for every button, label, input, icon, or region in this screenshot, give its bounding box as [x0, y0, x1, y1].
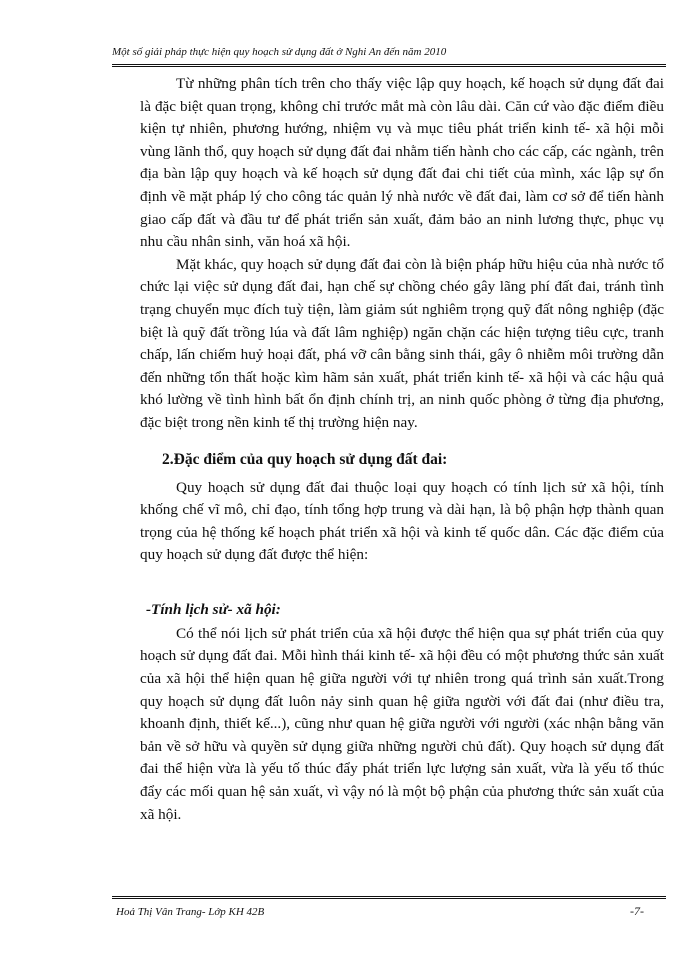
- paragraph-2: Mặt khác, quy hoạch sử dụng đất đai còn là biện pháp hữu hiệu của nhà nước tổ chức lại việc sử dụng đất đai, hạn chế sự chồng chéo gây lãng phí đất đai, tránh tình trạng chuyển mục đích tuỳ tiện, làm giảm sút nghiêm trọng quỹ đất nông nghiệp (đặc biệt là quỹ đất trồng lúa và đất lâm nghiệp) ngăn chặn các hiện tượng tiêu cực, tranh chấp, lấn chiếm huỷ hoại đất, phá vỡ cân bằng sinh thái, gây ô nhiễm môi trường dẫn đến những tổn thất hoặc kìm hãm sản xuất, phát triển kinh tế- xã hội và các hậu quả khó lường về tình hình bất ổn định chính trị, an ninh quốc phòng ở từng địa phương, đặc biệt trong nền kinh tế thị trường hiện nay.: [140, 255, 664, 431]
- header-title: Một số giải pháp thực hiện quy hoạch sử dụng đất ở Nghi An đến năm 2010: [112, 46, 447, 58]
- page-footer: [112, 896, 666, 921]
- page-header: [112, 44, 666, 67]
- section-heading: 2.Đặc điểm của quy hoạch sử dụng đất đai:: [162, 450, 448, 468]
- footer-author: Hoả Thị Vân Trang- Lớp KH 42B: [116, 906, 265, 918]
- section-intro: Quy hoạch sử dụng đất đai thuộc loại quy hoạch có tính lịch sử xã hội, tính khống chế vĩ mô, chỉ đạo, tính tổng hợp trung và dài hạn, là bộ phận hợp thành quan trọng của hệ thống kế hoạch phát triển xã hội và kinh tế quốc dân. Các đặc điểm của quy hoạch sử dụng đất được thể hiện:: [140, 478, 664, 564]
- paragraph-1: Từ những phân tích trên cho thấy việc lập quy hoạch, kế hoạch sử dụng đất đai là đặc biệt quan trọng, không chỉ trước mắt mà còn lâu dài. Căn cứ vào đặc điểm điều kiện tự nhiên, phương hướng, nhiệm vụ và mục tiêu phát triển kinh tế- xã hội mỗi vùng lãnh thổ, quy hoạch sử dụng đất đai nhằm tiến hành cho các cấp, các ngành, trên địa bàn lập quy hoạch và kế hoạch sử dụng đất đai chi tiết của mình, xác lập sự ổn định về mặt pháp lý cho công tác quản lý nhà nước về đất đai, làm cơ sở để tiến hành giao cấp đất và đầu tư để phát triển sản xuất, đảm bảo an ninh lương thực, phục vụ nhu cầu nhân sinh, văn hoá xã hội.: [140, 75, 664, 251]
- page-number: -7-: [630, 904, 644, 918]
- subsection-heading: -Tính lịch sử- xã hội:: [146, 600, 281, 618]
- subsection-text: Có thể nói lịch sử phát triển của xã hội được thể hiện qua sự phát triển của quy hoạch sử dụng đất đai. Mỗi hình thái kinh tế- xã hội đều có một phương thức sản xuất của xã hội thể hiện quan hệ giữa người với tự nhiên trong quá trình sản xuất.Trong quy hoạch sử dụng đất luôn nảy sinh quan hệ giữa người với đất đai (như điều tra, khoanh định, thiết kế...), cũng như quan hệ giữa người với người (xác nhận bằng văn bản về sở hữu và quyền sử dụng giữa những người chủ đất). Quy hoạch sử dụng đất đai thể hiện vừa là yếu tố thúc đẩy phát triển lực lượng sản xuất, vừa là yếu tố thúc đẩy các mối quan hệ sản xuất, vì vậy nó là một bộ phận của phương thức sản xuất của xã hội.: [140, 624, 664, 823]
- document-body: [140, 73, 664, 826]
